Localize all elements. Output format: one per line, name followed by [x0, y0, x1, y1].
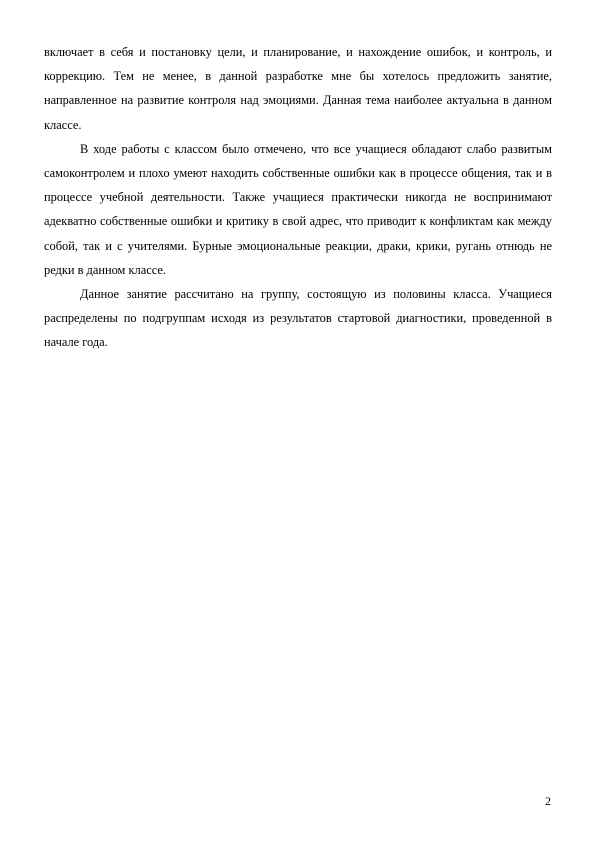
- paragraph-class-observation: В ходе работы с классом было отмечено, что все учащиеся обладают слабо развитым самоконтролем и плохо умеют находить собственные ошибки как в процессе общения, так и в процессе учебной деятельности. Также учащиеся практически никогда не воспринимают адекватно собственные ошибки и критику в свой адрес, что приводит к конфликтам как между собой, так и с учителями. Бурные эмоциональные реакции, драки, крики, ругань отнюдь не редки в данном классе.: [44, 141, 552, 277]
- body-text: [44, 40, 552, 355]
- paragraph-lesson-group: Данное занятие рассчитано на группу, состоящую из половины класса. Учащиеся распределены по подгруппам исходя из результатов стартовой диагностики, проведенной в начале года.: [44, 287, 552, 350]
- paragraph-continuation: включает в себя и постановку цели, и планирование, и нахождение ошибок, и контроль, и коррекцию. Тем не менее, в данной разработке мне бы хотелось предложить занятие, направленное на развитие контроля над эмоциями. Данная тема наиболее актуальна в данном классе.: [44, 45, 552, 132]
- page-number: 2: [545, 794, 551, 808]
